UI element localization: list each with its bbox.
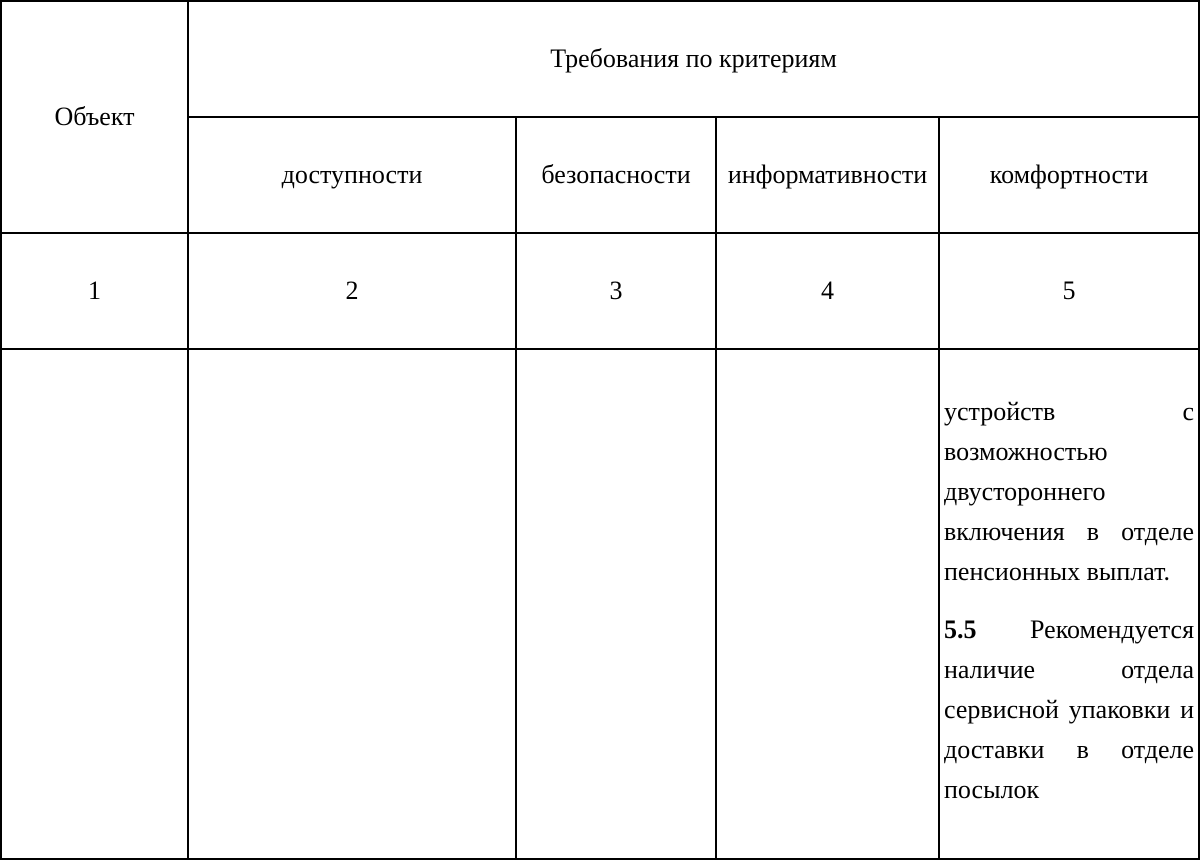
- column-header-label: информативности: [727, 160, 928, 190]
- column-header-comfort: [939, 117, 1199, 233]
- header-row-1: [1, 1, 1199, 117]
- column-number: 5: [1062, 276, 1076, 306]
- table-body-row: [1, 349, 1199, 859]
- column-number: 2: [345, 276, 359, 306]
- criteria-group-header-label: Требования по критериям: [550, 44, 837, 74]
- column-header-label: безопасности: [541, 160, 691, 190]
- column-header-label: комфортности: [989, 160, 1149, 190]
- comfort-cell-text: [940, 350, 1198, 810]
- comfort-paragraph-2: [944, 610, 1194, 810]
- object-header-cell: [1, 1, 188, 233]
- comfort-cell: [939, 349, 1199, 859]
- column-number: 3: [609, 276, 623, 306]
- column-number: 4: [821, 276, 834, 306]
- column-header-accessibility: [188, 117, 516, 233]
- safety-cell: [516, 349, 716, 859]
- column-number-cell: [516, 233, 716, 349]
- column-header-safety: [516, 117, 716, 233]
- criteria-group-header-cell: [188, 1, 1199, 117]
- accessibility-cell: [188, 349, 516, 859]
- clause-number: 5.5: [944, 615, 977, 644]
- column-number: 1: [88, 276, 101, 306]
- informativeness-cell: [716, 349, 939, 859]
- column-header-label: доступности: [281, 160, 423, 190]
- object-cell: [1, 349, 188, 859]
- comfort-paragraph-1: устройств с возможностью двустороннего включения в отделе пенсионных выплат.: [944, 397, 1195, 586]
- column-number-cell: [1, 233, 188, 349]
- column-number-row: [1, 233, 1199, 349]
- column-number-cell: [188, 233, 516, 349]
- clause-text: Рекомендуется наличие отдела сервисной упаковки и доставки в отделе посылок: [944, 615, 1195, 804]
- column-number-cell: [716, 233, 939, 349]
- object-header-label: Объект: [54, 102, 135, 132]
- column-number-cell: [939, 233, 1199, 349]
- column-header-informativeness: [716, 117, 939, 233]
